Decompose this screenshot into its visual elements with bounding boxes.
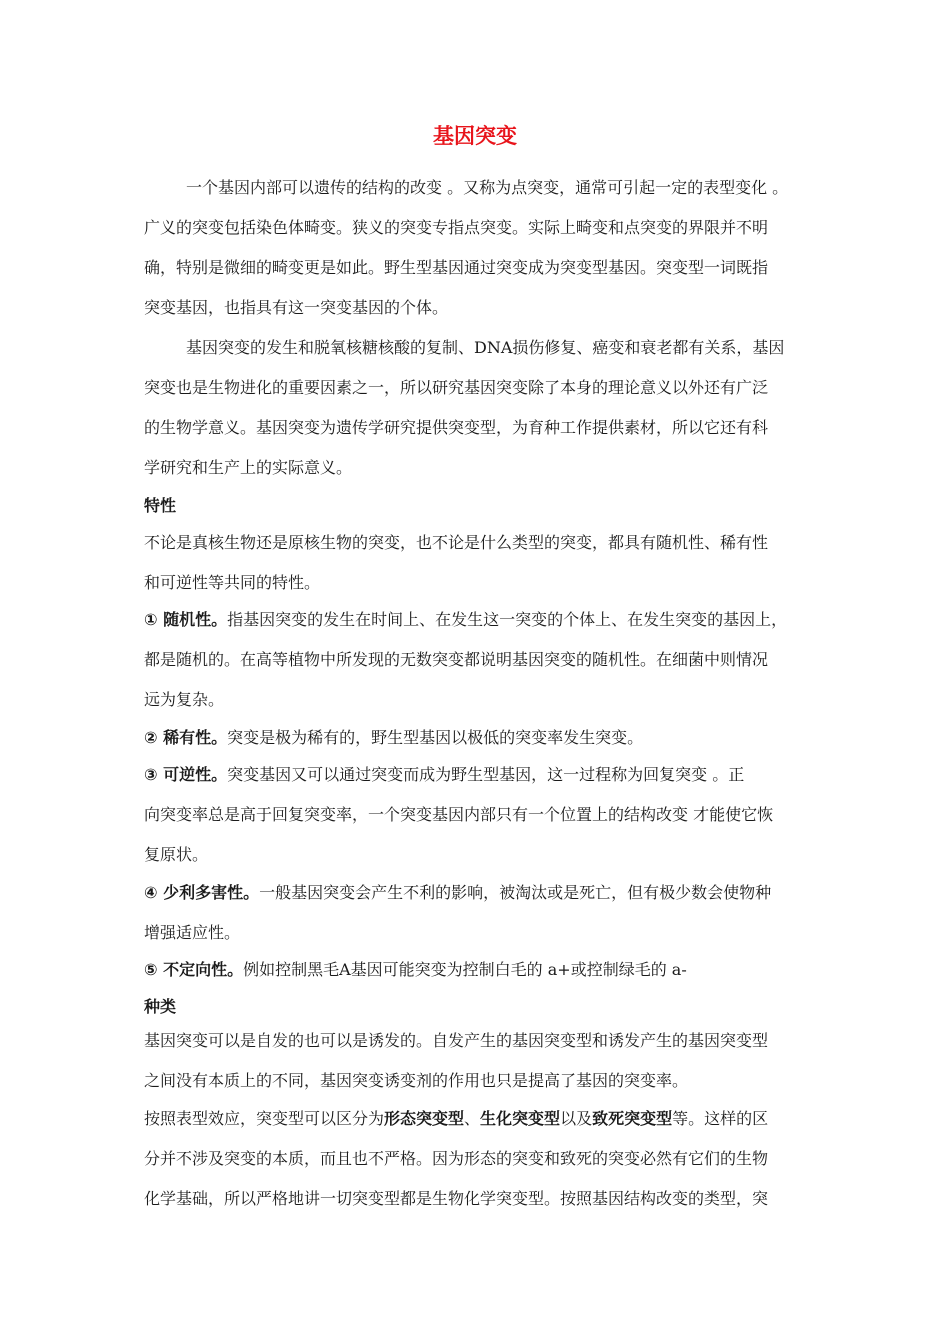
- intro-line-4: 突变基因，也指具有这一突变基因的个体。: [144, 298, 449, 317]
- types-line-2: 之间没有本质上的不同，基因突变诱变剂的作用也只是提高了基因的突变率。: [144, 1071, 689, 1090]
- page-title: 基因突变: [433, 124, 517, 148]
- significance-line-4: 学研究和生产上的实际意义。: [144, 458, 353, 477]
- trait-reversibility: [144, 764, 824, 786]
- trait-reversibility-text: 突变基因又可以通过突变而成为野生型基因，这一过程称为回复突变 。正: [227, 765, 745, 784]
- significance-line-1: 基因突变的发生和脱氧核糖核酸的复制、DNA损伤修复、癌变和衰老都有关系，基因: [186, 338, 785, 357]
- trait-harmfulness-text: 一般基因突变会产生不利的影响，被淘汰或是死亡，但有极少数会使物种: [259, 883, 772, 902]
- traits-paragraph-line-1: 不论是真核生物还是原核生物的突变，也不论是什么类型的突变，都具有随机性、稀有性: [144, 533, 769, 552]
- types-line-5: 化学基础，所以严格地讲一切突变型都是生物化学突变型。按照基因结构改变的类型，突: [144, 1189, 769, 1208]
- trait-randomness-text: 指基因突变的发生在时间上、在发生这一突变的个体上、在发生突变的基因上，: [227, 610, 788, 629]
- types-line-1: 基因突变可以是自发的也可以是诱发的。自发产生的基因突变型和诱发产生的基因突变型: [144, 1031, 769, 1050]
- trait-reversibility-label: ③ 可逆性。: [144, 765, 228, 784]
- trait-rarity-text: 突变是极为稀有的，野生型基因以极低的突变率发生突变。: [227, 728, 644, 747]
- traits-paragraph-line-2: 和可逆性等共同的特性。: [144, 573, 321, 592]
- types-line-3-post: 等。这样的区: [672, 1109, 769, 1128]
- trait-randomness-label: ① 随机性。: [144, 610, 228, 629]
- trait-nondirectional-text: 例如控制黑毛A基因可能突变为控制白毛的 a+或控制绿毛的 a-: [243, 960, 687, 979]
- trait-randomness-line-3: 远为复杂。: [144, 690, 225, 709]
- types-line-4: 分并不涉及突变的本质，而且也不严格。因为形态的突变和致死的突变必然有它们的生物: [144, 1149, 769, 1168]
- intro-line-2: 广义的突变包括染色体畸变。狭义的突变专指点突变。实际上畸变和点突变的界限并不明: [144, 218, 769, 237]
- trait-rarity: [144, 727, 824, 749]
- types-line-3-pre: 按照表型效应，突变型可以区分为: [144, 1109, 385, 1128]
- term-lethal: 致死突变型: [592, 1109, 673, 1128]
- trait-nondirectional-label: ⑤ 不定向性。: [144, 960, 244, 979]
- trait-rarity-label: ② 稀有性。: [144, 728, 228, 747]
- intro-line-1: 一个基因内部可以遗传的结构的改变 。又称为点突变，通常可引起一定的表型变化 。: [186, 178, 789, 197]
- trait-reversibility-line-2: 向突变率总是高于回复突变率，一个突变基因内部只有一个位置上的结构改变 才能使它恢: [144, 805, 774, 824]
- trait-harmfulness: [144, 882, 824, 904]
- term-morphological: 形态突变型: [384, 1109, 465, 1128]
- types-line-3: [144, 1108, 824, 1130]
- trait-randomness-line-2: 都是随机的。在高等植物中所发现的无数突变都说明基因突变的随机性。在细菌中则情况: [144, 650, 769, 669]
- types-line-3-mid: 以及: [560, 1109, 593, 1128]
- types-line-3-sep: 、: [464, 1109, 481, 1128]
- significance-line-2: 突变也是生物进化的重要因素之一，所以研究基因突变除了本身的理论意义以外还有广泛: [144, 378, 769, 397]
- term-biochemical: 生化突变型: [480, 1109, 561, 1128]
- trait-harmfulness-label: ④ 少利多害性。: [144, 883, 260, 902]
- types-heading: 种类: [144, 997, 177, 1016]
- trait-randomness: [144, 609, 824, 631]
- traits-heading: 特性: [144, 496, 177, 515]
- intro-line-3: 确，特别是微细的畸变更是如此。野生型基因通过突变成为突变型基因。突变型一词既指: [144, 258, 769, 277]
- trait-reversibility-line-3: 复原状。: [144, 845, 209, 864]
- significance-line-3: 的生物学意义。基因突变为遗传学研究提供突变型，为育种工作提供素材，所以它还有科: [144, 418, 769, 437]
- trait-harmfulness-line-2: 增强适应性。: [144, 923, 241, 942]
- trait-nondirectional: [144, 959, 824, 981]
